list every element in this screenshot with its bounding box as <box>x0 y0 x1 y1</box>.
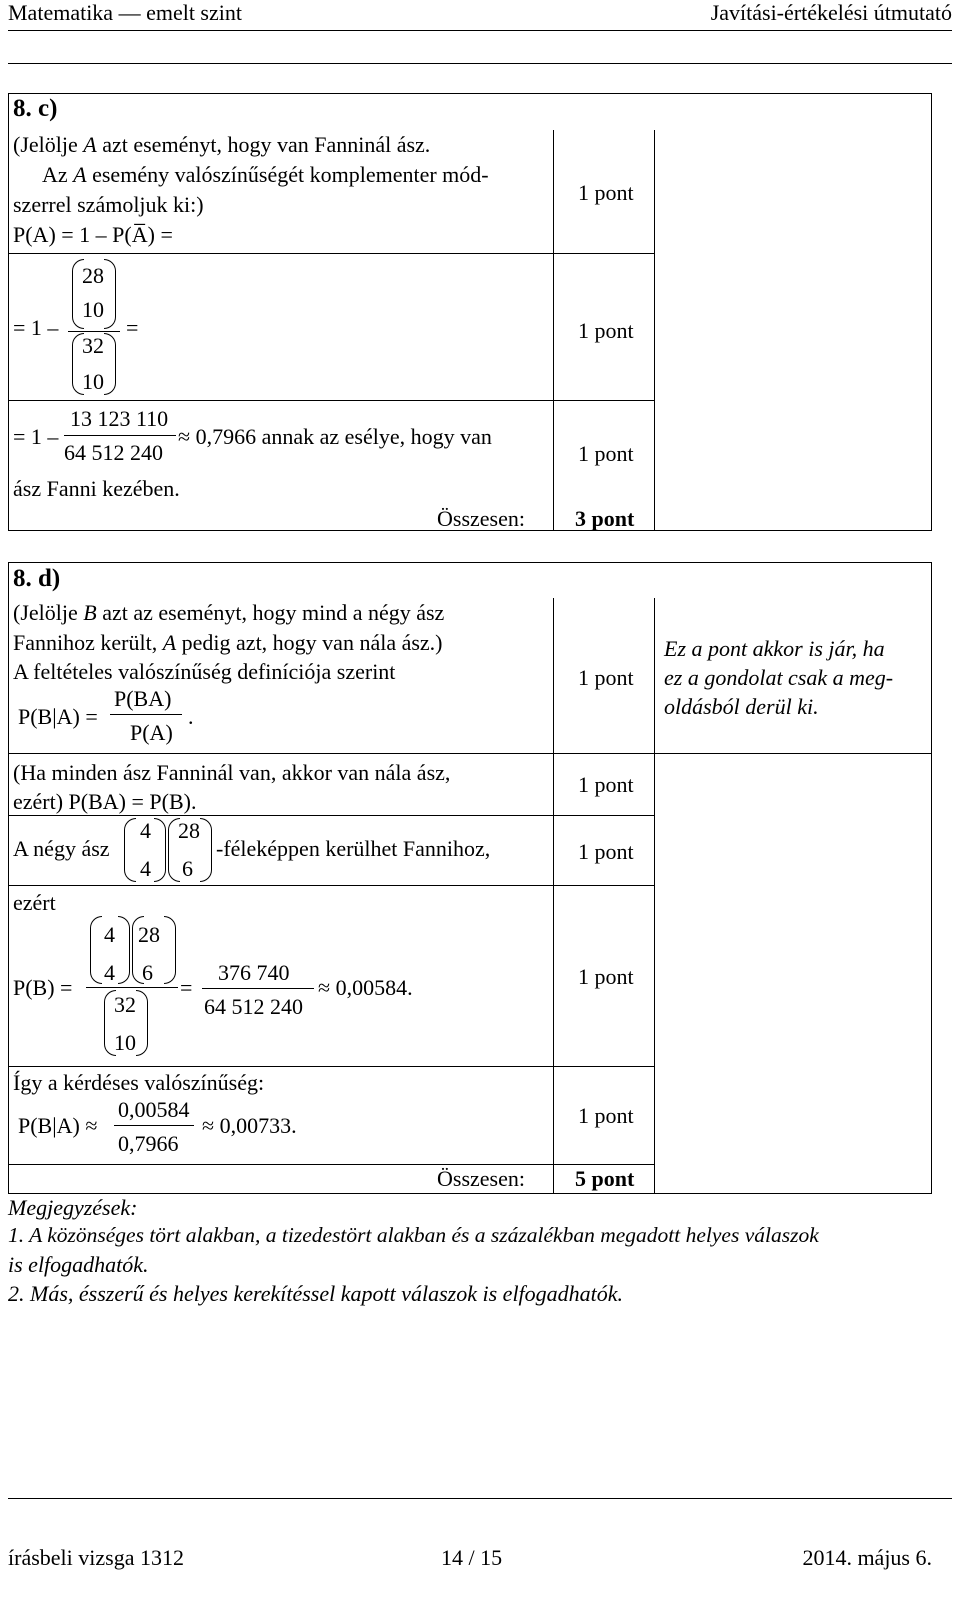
binom-n: 4 <box>104 922 115 947</box>
binom-n: 4 <box>140 818 151 843</box>
row-divider <box>8 400 654 401</box>
point: 1 pont <box>578 839 634 864</box>
paren-right <box>104 333 116 395</box>
c-eq2-prefix: = 1 – <box>13 315 59 340</box>
binom-k: 4 <box>104 960 115 985</box>
row-divider <box>8 885 654 886</box>
row-divider <box>8 1066 654 1067</box>
d-line7: ezért <box>13 890 56 915</box>
d-total-label: Összesen: <box>437 1166 525 1191</box>
d-line6b: -féleképpen kerülhet Fannihoz, <box>216 836 491 861</box>
col-divider <box>553 130 554 531</box>
c-eq3-suffix: ≈ 0,7966 annak az esélye, hogy van <box>178 424 492 449</box>
c-eq3-line2: ász Fanni kezében. <box>13 476 180 501</box>
d-line5: ezért) P(BA) = P(B). <box>13 789 197 814</box>
binom-k: 10 <box>82 297 104 322</box>
page-header <box>8 0 952 30</box>
note-1a: 1. A közönséges tört alakban, a tizedestört alakban és a százalékban megadott helyes válaszok <box>8 1223 819 1247</box>
d-fin-num: 0,00584 <box>118 1097 190 1122</box>
binom-n: 32 <box>82 333 104 358</box>
header-guide: Javítási-értékelési útmutató <box>710 0 952 25</box>
d-fin-res: ≈ 0,00733. <box>202 1113 297 1138</box>
col-divider <box>553 598 554 1194</box>
paren-right <box>154 818 166 882</box>
point: 1 pont <box>578 772 634 797</box>
point: 1 pont <box>578 180 634 205</box>
fraction-bar <box>110 714 182 715</box>
d-line4: (Ha minden ász Fanninál van, akkor van nála ász, <box>13 760 451 785</box>
d-pb-res: ≈ 0,00584. <box>318 975 413 1000</box>
paren-left <box>124 818 136 882</box>
footer-rule <box>8 1498 952 1499</box>
fraction-bar <box>86 987 178 988</box>
d-total: 5 pont <box>575 1166 635 1191</box>
d-pb-lhs: P(B) = <box>13 975 73 1000</box>
d-fin-den: 0,7966 <box>118 1131 179 1156</box>
row-divider <box>8 815 654 816</box>
d-note-line: Ez a pont akkor is jár, ha <box>664 636 885 661</box>
d-fin-lhs: P(B|A) ≈ <box>18 1113 98 1138</box>
row-divider <box>8 753 932 754</box>
paren-right <box>164 916 176 984</box>
section-c-title: 8. c) <box>13 95 58 122</box>
footer-date: 2014. május 6. <box>802 1545 932 1570</box>
row-divider <box>8 253 654 254</box>
row-divider <box>8 1164 654 1165</box>
point: 1 pont <box>578 1103 634 1128</box>
header-rule-2 <box>8 63 952 64</box>
point: 1 pont <box>578 665 634 690</box>
binom-k: 4 <box>140 856 151 881</box>
c-eq2-suffix: = <box>126 315 139 340</box>
point: 1 pont <box>578 441 634 466</box>
note-1b: is elfogadhatók. <box>8 1252 149 1277</box>
d-line2: Fannihoz került, A pedig azt, hogy van nála ász.) <box>13 630 443 655</box>
col-divider <box>654 130 655 531</box>
d-note-line: oldásból derül ki. <box>664 694 819 719</box>
fraction-bar <box>114 1125 194 1126</box>
point: 1 pont <box>578 318 634 343</box>
d-cond-lhs: P(B|A) = <box>18 704 98 729</box>
c-num3: 13 123 110 <box>70 406 169 431</box>
point: 1 pont <box>578 964 634 989</box>
d-cond-dot: . <box>188 704 194 729</box>
c-intro-line1: (Jelölje A azt eseményt, hogy van Fanninál ász. <box>13 132 431 157</box>
binom-k: 6 <box>182 856 193 881</box>
note-2: 2. Más, ésszerű és helyes kerekítéssel kapott válaszok is elfogadhatók. <box>8 1281 624 1306</box>
binom-k: 6 <box>142 960 153 985</box>
footer-page: 14 / 15 <box>441 1545 503 1570</box>
binom-n: 28 <box>138 922 160 947</box>
d-cond-den: P(A) <box>130 720 173 745</box>
c-total-label: Összesen: <box>437 506 525 531</box>
d-line1: (Jelölje B azt az eseményt, hogy mind a négy ász <box>13 600 445 625</box>
d-line3: A feltételes valószínűség definíciója szerint <box>13 659 396 684</box>
d-note-line: ez a gondolat csak a meg- <box>664 665 894 690</box>
header-subject: Matematika — emelt szint <box>8 0 242 25</box>
c-total: 3 pont <box>575 506 635 531</box>
d-line6a: A négy ász <box>13 836 110 861</box>
paren-left <box>90 916 102 984</box>
paren-right <box>104 259 116 329</box>
d-pb-den: 64 512 240 <box>204 994 303 1019</box>
paren-right <box>200 818 212 882</box>
binom-n: 28 <box>178 818 200 843</box>
section-d-title: 8. d) <box>13 565 61 592</box>
binom-n: 28 <box>82 263 104 288</box>
fraction-bar <box>68 331 120 332</box>
c-den3: 64 512 240 <box>64 440 163 465</box>
fraction-bar <box>64 435 176 436</box>
paren-right <box>118 916 130 984</box>
notes-title: Megjegyzések: <box>8 1195 138 1220</box>
fraction-bar <box>202 988 314 989</box>
binom-n: 32 <box>114 992 136 1017</box>
paren-right <box>136 990 148 1056</box>
col-divider <box>654 598 655 1194</box>
d-cond-num: P(BA) <box>114 686 172 711</box>
d-pb-num: 376 740 <box>218 960 290 985</box>
binom-k: 10 <box>114 1030 136 1055</box>
c-eq1: P(A) = 1 – P(A̅) = <box>13 222 173 247</box>
c-eq3-prefix: = 1 – <box>13 424 59 449</box>
header-rule <box>8 30 952 31</box>
binom-k: 10 <box>82 369 104 394</box>
c-intro-line2: Az A esemény valószínűségét komplementer mód- <box>42 162 489 187</box>
footer-exam: írásbeli vizsga 1312 <box>8 1545 184 1570</box>
d-line8: Így a kérdéses valószínűség: <box>13 1070 265 1095</box>
d-pb-eq: = <box>180 975 193 1000</box>
c-intro-line3: szerrel számoljuk ki:) <box>13 192 204 217</box>
